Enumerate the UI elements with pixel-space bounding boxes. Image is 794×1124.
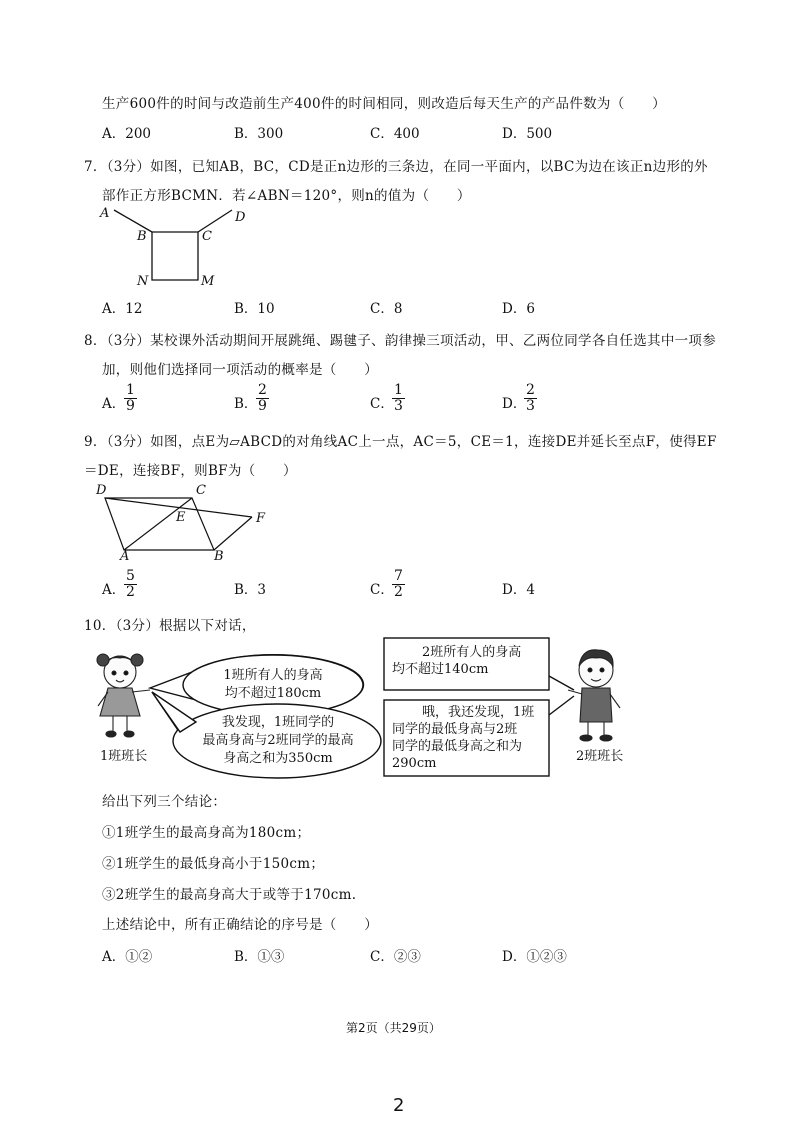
fraction-denominator: 3 [394, 398, 403, 414]
q10-conclusion-3: ③2班学生的最高身高大于或等于170cm. [102, 887, 357, 903]
bubble2-line1: 我发现，1班同学的 [221, 715, 335, 730]
q6-option-c[interactable]: C．400 [370, 126, 420, 142]
q10-conclusion-2: ②1班学生的最低身高小于150cm； [102, 856, 325, 872]
q6-option-b[interactable]: B．300 [234, 126, 284, 142]
bubble1-text [193, 667, 353, 703]
box1-tail [549, 676, 574, 690]
box2-tail [549, 696, 574, 715]
q8-line1: 8．（3分）某校课外活动期间开展跳绳、踢毽子、韵律操三项活动，甲、乙两位同学各自任选其中一项参 [84, 333, 717, 349]
q8-option-a[interactable] [102, 392, 125, 412]
q8-option-c[interactable] [370, 392, 394, 412]
q8-option-b[interactable] [234, 392, 257, 412]
q7-line1: 7．（3分）如图，已知AB，BC，CD是正n边形的三条边，在同一平面内，以BC为边在该正n边形的外 [84, 159, 708, 175]
q7-label-d: D [235, 210, 246, 225]
box2-line4: 290cm [392, 756, 437, 771]
q8-option-c-letter: C． [370, 396, 394, 412]
q7-option-b[interactable]: B．10 [234, 301, 275, 317]
q8-line2: 加，则他们选择同一项活动的概率是（ ） [102, 362, 378, 378]
q10-option-b[interactable]: B．①③ [234, 949, 285, 965]
q7-option-d[interactable]: D．6 [502, 301, 535, 317]
fraction-denominator: 3 [526, 398, 535, 414]
bubble2-text [183, 714, 373, 768]
q9-label-a: A [120, 549, 130, 564]
q8-option-d-fraction [524, 383, 537, 414]
girl-illustration [97, 654, 150, 737]
q9-option-a-fraction [124, 569, 137, 600]
q10-option-c[interactable]: C．②③ [370, 949, 421, 965]
q8-option-c-fraction [392, 383, 405, 414]
q9-option-c-letter: C． [370, 582, 394, 598]
q9-label-f: F [256, 511, 266, 526]
fraction-numerator: 2 [526, 382, 535, 398]
q10-prompt: 给出下列三个结论： [102, 794, 227, 810]
q8-option-d[interactable] [502, 392, 526, 412]
bubble1-line2: 均不超过180cm [224, 686, 322, 701]
q6-text: 生产600件的时间与改造前生产400件的时间相同，则改造后每天生产的产品件数为（ ） [102, 96, 666, 112]
q9-label-c: C [196, 483, 206, 498]
q7-label-a: A [100, 206, 110, 221]
q9-label-e: E [176, 510, 186, 525]
fraction-denominator: 9 [126, 398, 135, 414]
q9-label-d: D [96, 483, 107, 498]
fraction-denominator: 9 [258, 398, 267, 414]
page-number: 2 [393, 1095, 405, 1116]
box2-text [392, 704, 534, 772]
segment-bf [214, 517, 252, 550]
q9-line1: 9．（3分）如图，点E为▱ABCD的对角线AC上一点，AC＝5，CE＝1，连接DE并延长至点F，使得EF [84, 434, 717, 450]
q7-label-b: B [137, 229, 147, 244]
bubble2-line3: 身高之和为350cm [223, 751, 333, 766]
q6-option-d[interactable]: D．500 [502, 126, 553, 142]
q7-option-c[interactable]: C．8 [370, 301, 403, 317]
q7-figure [114, 210, 232, 280]
q8-option-d-letter: D． [502, 396, 527, 412]
box1-line1: 2班所有人的身高 [422, 645, 522, 660]
q9-option-a[interactable] [102, 578, 125, 598]
q7-label-m: M [201, 274, 215, 289]
q9-option-c-fraction [392, 569, 405, 600]
box2-line2: 同学的最低身高与2班 [392, 722, 518, 737]
q8-option-b-fraction [256, 383, 269, 414]
box1-text [392, 644, 521, 678]
girl-caption: 1班班长 [100, 749, 148, 764]
bubble1-line1: 1班所有人的身高 [223, 668, 323, 683]
q10-option-a[interactable]: A．①② [102, 949, 153, 965]
q9-option-c[interactable] [370, 578, 394, 598]
fraction-numerator: 2 [258, 382, 267, 398]
q10-conclusion-1: ①1班学生的最高身高为180cm； [102, 825, 311, 841]
fraction-numerator: 5 [126, 568, 135, 584]
box2-line3: 同学的最低身高之和为 [392, 739, 523, 754]
fraction-numerator: 1 [394, 382, 403, 398]
q6-option-a[interactable]: A．200 [102, 126, 152, 142]
q10-question: 上述结论中，所有正确结论的序号是（ ） [102, 917, 378, 933]
q10-intro: 10．（3分）根据以下对话， [84, 618, 256, 634]
q9-line2: ＝DE，连接BF，则BF为（ ） [84, 463, 297, 479]
boy-caption: 2班班长 [576, 749, 624, 764]
q8-option-b-letter: B． [234, 396, 258, 412]
boy-illustration [568, 650, 620, 741]
q7-option-a[interactable]: A．12 [102, 301, 143, 317]
q9-option-a-letter: A． [102, 582, 126, 598]
box2-line1: 哦，我还发现，1班 [422, 705, 535, 720]
q7-label-c: C [202, 229, 212, 244]
q10-option-d[interactable]: D．①②③ [502, 949, 567, 965]
q9-option-b[interactable]: B．3 [234, 582, 267, 598]
fraction-denominator: 2 [126, 584, 135, 600]
q8-option-a-letter: A． [102, 396, 126, 412]
q9-option-d[interactable]: D．4 [502, 582, 535, 598]
q8-option-a-fraction [124, 383, 137, 414]
square-bcmn [152, 232, 198, 280]
fraction-numerator: 1 [126, 382, 135, 398]
q7-line2: 部作正方形BCMN．若∠ABN＝120°，则n的值为（ ） [102, 188, 471, 204]
fraction-numerator: 7 [394, 568, 403, 584]
parallelogram-abcd [105, 498, 214, 550]
box1-line2: 均不超过140cm [392, 662, 489, 677]
bubble2-line2: 最高身高与2班同学的最高 [202, 733, 354, 748]
q7-label-n: N [137, 274, 149, 289]
fraction-denominator: 2 [394, 584, 403, 600]
page-footer: 第2页（共29页） [346, 1021, 441, 1035]
q9-label-b: B [214, 549, 224, 564]
